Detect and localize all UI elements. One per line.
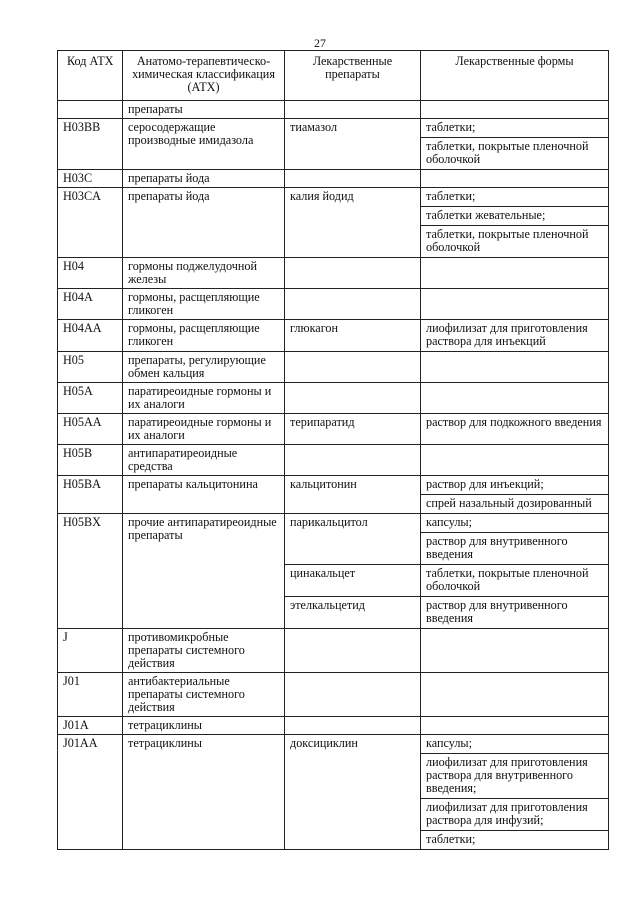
- dosage-form-item: таблетки жевательные;: [421, 207, 608, 226]
- dosage-form-item: лиофилизат для приготовления раствора для инфузий;: [421, 799, 608, 831]
- atc-classification-cell: серосодержащие производные имидазола: [123, 119, 285, 170]
- header-dosage-forms: Лекарственные формы: [421, 51, 609, 101]
- drug-name-cell: терипаратид: [285, 414, 421, 445]
- table-row: [58, 383, 609, 414]
- table-row: [58, 476, 609, 514]
- dosage-form-cell: [421, 597, 609, 629]
- drug-table-container: [57, 50, 608, 850]
- drug-table: [57, 50, 609, 850]
- dosage-form-item: спрей назальный дозированный: [426, 496, 592, 510]
- atc-code-cell: H04AA: [58, 320, 123, 352]
- atc-code-cell: [58, 101, 123, 119]
- atc-code-cell: H05AA: [58, 414, 123, 445]
- dosage-form-item: таблетки;: [421, 188, 608, 207]
- atc-code-cell: J: [58, 629, 123, 673]
- table-row: [58, 414, 609, 445]
- dosage-form-item: таблетки;: [426, 832, 476, 846]
- drug-name-cell: [285, 383, 421, 414]
- drug-name-cell: тиамазол: [285, 119, 421, 170]
- dosage-form-item: лиофилизат для приготовления раствора для инъекций: [426, 321, 588, 348]
- atc-code-cell: J01: [58, 673, 123, 717]
- drug-name-cell: [285, 289, 421, 320]
- header-row: [58, 51, 609, 101]
- dosage-form-cell: [421, 320, 609, 352]
- drug-name-cell: [285, 673, 421, 717]
- dosage-form-cell: [421, 414, 609, 445]
- atc-classification-cell: тетрациклины: [123, 717, 285, 735]
- atc-code-cell: H05BX: [58, 514, 123, 629]
- atc-code-cell: H04: [58, 258, 123, 289]
- table-row: [58, 445, 609, 476]
- dosage-form-item: таблетки, покрытые пленочной оболочкой: [426, 139, 589, 166]
- dosage-form-cell: [421, 352, 609, 383]
- dosage-form-cell: [421, 629, 609, 673]
- table-row: [58, 170, 609, 188]
- dosage-form-cell: [421, 565, 609, 597]
- table-row: [58, 514, 609, 565]
- drug-name-cell: кальцитонин: [285, 476, 421, 514]
- drug-name-cell: [285, 101, 421, 119]
- atc-classification-cell: препараты йода: [123, 170, 285, 188]
- dosage-form-cell: [421, 188, 609, 258]
- header-atc-classification: Анатомо-терапевтическо-химическая классификация (АТХ): [123, 51, 285, 101]
- table-body: [58, 101, 609, 850]
- dosage-form-cell: [421, 383, 609, 414]
- table-row: [58, 629, 609, 673]
- table-row: [58, 320, 609, 352]
- dosage-form-cell: [421, 119, 609, 170]
- table-row: [58, 258, 609, 289]
- dosage-form-cell: [421, 735, 609, 850]
- dosage-form-cell: [421, 289, 609, 320]
- atc-code-cell: H05: [58, 352, 123, 383]
- atc-classification-cell: паратиреоидные гормоны и их аналоги: [123, 414, 285, 445]
- atc-classification-cell: препараты йода: [123, 188, 285, 258]
- atc-classification-cell: прочие антипаратиреоидные препараты: [123, 514, 285, 629]
- dosage-form-item: раствор для подкожного введения: [426, 415, 602, 429]
- drug-name-cell: глюкагон: [285, 320, 421, 352]
- atc-code-cell: H03C: [58, 170, 123, 188]
- header-atc-code: Код АТХ: [58, 51, 123, 101]
- drug-name-cell: этелкальцетид: [285, 597, 421, 629]
- atc-classification-cell: препараты, регулирующие обмен кальция: [123, 352, 285, 383]
- table-row: [58, 289, 609, 320]
- table-row: [58, 735, 609, 850]
- drug-name-cell: парикальцитол: [285, 514, 421, 565]
- table-row: [58, 119, 609, 170]
- atc-classification-cell: тетрациклины: [123, 735, 285, 850]
- dosage-form-item: капсулы;: [421, 735, 608, 754]
- atc-classification-cell: паратиреоидные гормоны и их аналоги: [123, 383, 285, 414]
- dosage-form-cell: [421, 170, 609, 188]
- dosage-form-item: лиофилизат для приготовления раствора для внутривенного введения;: [421, 754, 608, 799]
- dosage-form-item: таблетки;: [421, 119, 608, 138]
- dosage-form-item: раствор для инъекций;: [421, 476, 608, 495]
- dosage-form-item: капсулы;: [421, 514, 608, 533]
- dosage-form-cell: [421, 445, 609, 476]
- drug-name-cell: [285, 258, 421, 289]
- drug-name-cell: цинакальцет: [285, 565, 421, 597]
- table-row: [58, 352, 609, 383]
- atc-code-cell: H04A: [58, 289, 123, 320]
- dosage-form-item: раствор для внутривенного введения: [426, 534, 568, 561]
- dosage-form-cell: [421, 476, 609, 514]
- drug-name-cell: доксициклин: [285, 735, 421, 850]
- atc-classification-cell: гормоны поджелудочной железы: [123, 258, 285, 289]
- atc-code-cell: H03BB: [58, 119, 123, 170]
- atc-classification-cell: препараты: [123, 101, 285, 119]
- table-row: [58, 717, 609, 735]
- drug-name-cell: [285, 352, 421, 383]
- atc-classification-cell: противомикробные препараты системного действия: [123, 629, 285, 673]
- dosage-form-item: таблетки, покрытые пленочной оболочкой: [426, 227, 589, 254]
- table-row: [58, 673, 609, 717]
- dosage-form-item: таблетки, покрытые пленочной оболочкой: [426, 566, 589, 593]
- atc-code-cell: H05BA: [58, 476, 123, 514]
- atc-classification-cell: препараты кальцитонина: [123, 476, 285, 514]
- table-row: [58, 188, 609, 258]
- header-drugs: Лекарственные препараты: [285, 51, 421, 101]
- atc-code-cell: J01AA: [58, 735, 123, 850]
- atc-classification-cell: гормоны, расщепляющие гликоген: [123, 289, 285, 320]
- page-number: 27: [314, 36, 326, 50]
- drug-name-cell: калия йодид: [285, 188, 421, 258]
- atc-classification-cell: антипаратиреоидные средства: [123, 445, 285, 476]
- dosage-form-cell: [421, 514, 609, 565]
- dosage-form-cell: [421, 673, 609, 717]
- drug-name-cell: [285, 629, 421, 673]
- dosage-form-cell: [421, 101, 609, 119]
- atc-code-cell: H05A: [58, 383, 123, 414]
- atc-code-cell: H05B: [58, 445, 123, 476]
- table-row: [58, 101, 609, 119]
- drug-name-cell: [285, 445, 421, 476]
- drug-name-cell: [285, 170, 421, 188]
- dosage-form-item: раствор для внутривенного введения: [426, 598, 568, 625]
- dosage-form-cell: [421, 717, 609, 735]
- atc-code-cell: J01A: [58, 717, 123, 735]
- atc-classification-cell: антибактериальные препараты системного действия: [123, 673, 285, 717]
- atc-code-cell: H03CA: [58, 188, 123, 258]
- atc-classification-cell: гормоны, расщепляющие гликоген: [123, 320, 285, 352]
- drug-name-cell: [285, 717, 421, 735]
- dosage-form-cell: [421, 258, 609, 289]
